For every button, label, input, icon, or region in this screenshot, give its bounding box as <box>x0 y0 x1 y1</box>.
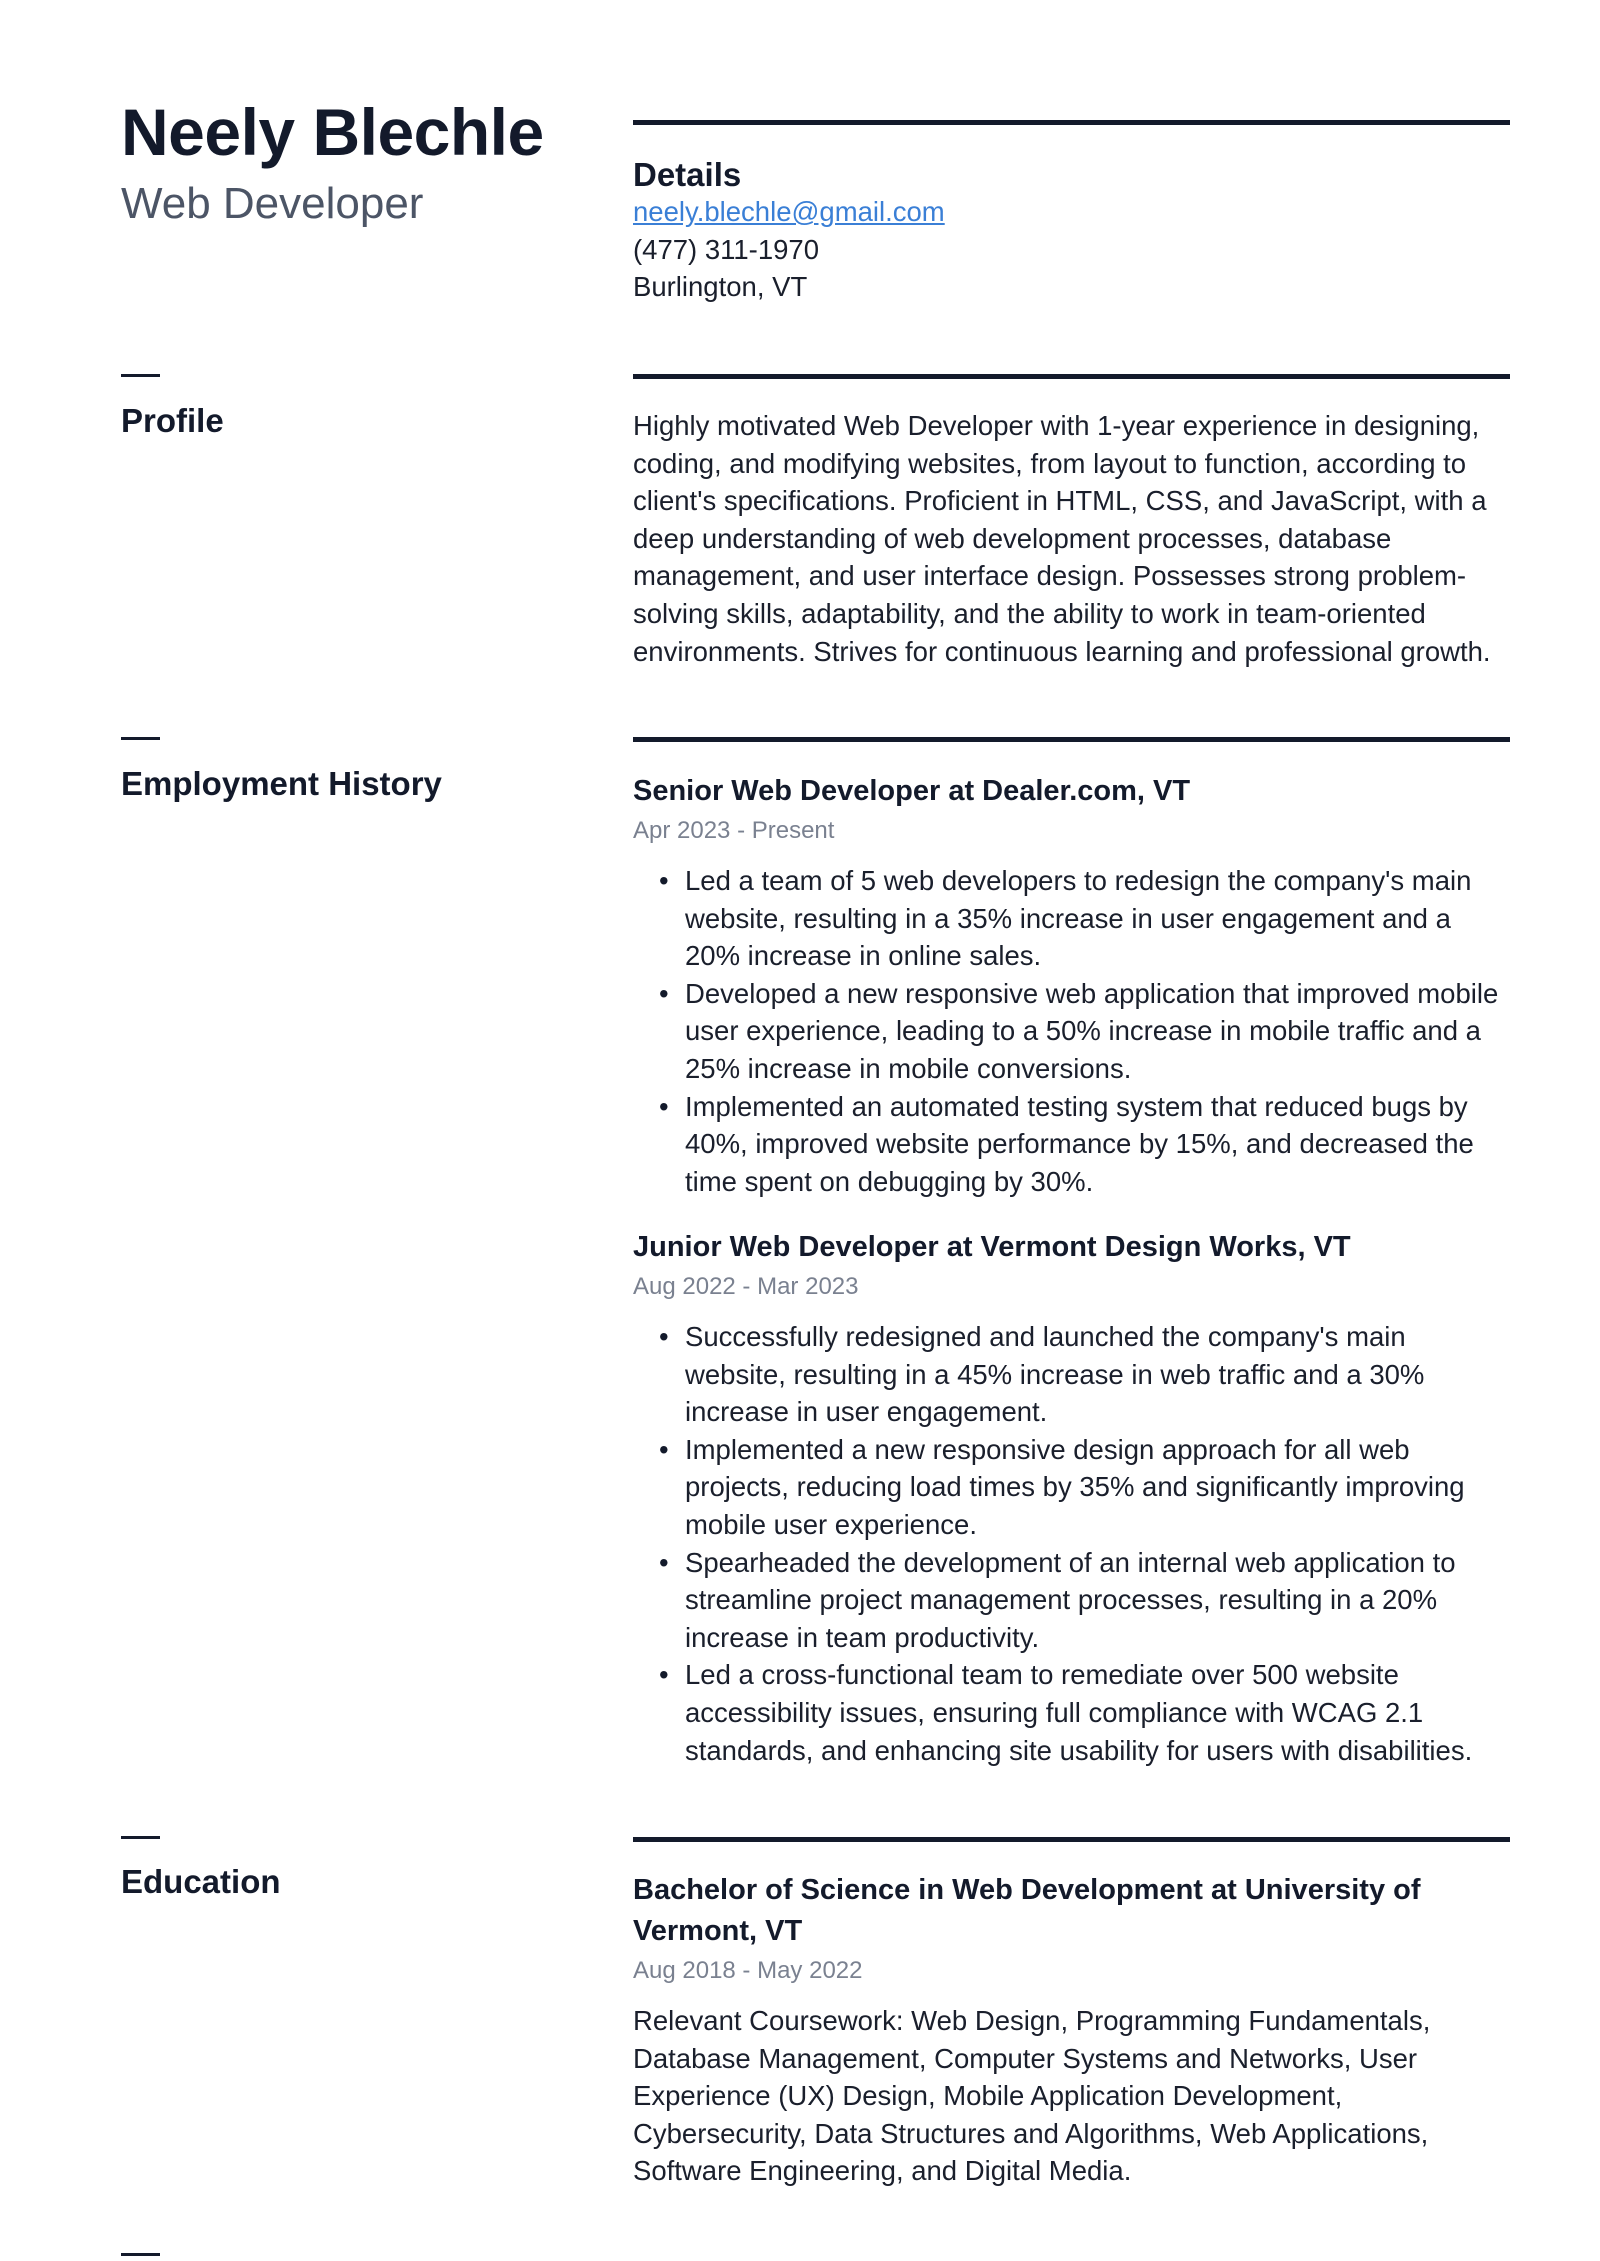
location: Burlington, VT <box>633 271 808 303</box>
phone-number: (477) 311-1970 <box>633 233 820 265</box>
employment-dash <box>121 737 160 740</box>
education-divider <box>633 1837 1510 1842</box>
degree-title: Bachelor of Science in Web Development at University of Vermont, VT <box>633 1874 1421 1947</box>
bullet-item: • Spearheaded the development of an internal web application to streamline project management processes, resulting in a 20% increase in team productivity. <box>685 1544 1510 1657</box>
job-entry <box>633 1227 1510 1769</box>
job-dates: Aug 2022 - Mar 2023 <box>633 1273 859 1300</box>
education-dash <box>121 1836 160 1839</box>
bullet-item: • Implemented a new responsive design approach for all web projects, reducing load times by 35% and significantly improving mobile user experience. <box>685 1431 1510 1544</box>
job-title: Junior Web Developer at Vermont Design Works, VT <box>633 1231 1351 1263</box>
education-heading: Education <box>121 1863 281 1900</box>
profile-dash <box>121 374 160 377</box>
candidate-title: Web Developer <box>121 179 424 228</box>
job-entry <box>633 771 1510 1200</box>
job-title: Senior Web Developer at Dealer.com, VT <box>633 775 1191 807</box>
profile-text: Highly motivated Web Developer with 1-year experience in designing, coding, and modifying websites, from layout to function, according to client's specifications. Proficient in HTML, CSS, and JavaScript, with a deep understanding of web development processes, database management, and user interface design. Possesses strong problem-solving skills, adaptability, and the ability to work in team-oriented environments. Strives for continuous learning and professional growth. <box>633 410 1491 667</box>
bullet-item: • Led a team of 5 web developers to redesign the company's main website, resulting in a 35% increase in user engagement and a 20% increase in online sales. <box>685 862 1510 975</box>
employment-heading: Employment History <box>121 765 442 802</box>
education-description: Relevant Coursework: Web Design, Programming Fundamentals, Database Management, Computer Systems and Networks, User Experience (UX) Design, Mobile Application Development, Cybersecurity, Data Structures and Algorithms, Web Applications, Software Engineering, and Digital Media. <box>633 2005 1431 2187</box>
details-section <box>633 155 1510 306</box>
education-dates: Aug 2018 - May 2022 <box>633 1957 863 1984</box>
details-heading: Details <box>633 156 742 193</box>
job-bullets <box>633 862 1510 1200</box>
bullet-item: • Developed a new responsive web application that improved mobile user experience, leading to a 50% increase in mobile traffic and a 25% increase in mobile conversions. <box>685 975 1510 1088</box>
bullet-item: • Implemented an automated testing system that reduced bugs by 40%, improved website performance by 15%, and decreased the time spent on debugging by 30%. <box>685 1088 1510 1201</box>
bullet-item: • Led a cross-functional team to remediate over 500 website accessibility issues, ensuring full compliance with WCAG 2.1 standards, and enhancing site usability for users with disabilities. <box>685 1656 1510 1769</box>
email-link[interactable]: neely.blechle@gmail.com <box>633 196 945 227</box>
candidate-name: Neely Blechle <box>121 95 544 169</box>
profile-heading: Profile <box>121 402 224 439</box>
details-divider <box>633 120 1510 125</box>
job-bullets <box>633 1318 1510 1769</box>
bullet-item: • Successfully redesigned and launched the company's main website, resulting in a 45% increase in web traffic and a 30% increase in user engagement. <box>685 1318 1510 1431</box>
employment-divider <box>633 737 1510 742</box>
education-entry <box>633 1870 1510 2190</box>
profile-divider <box>633 374 1510 379</box>
next-section-dash <box>121 2253 160 2256</box>
job-dates: Apr 2023 - Present <box>633 817 835 844</box>
